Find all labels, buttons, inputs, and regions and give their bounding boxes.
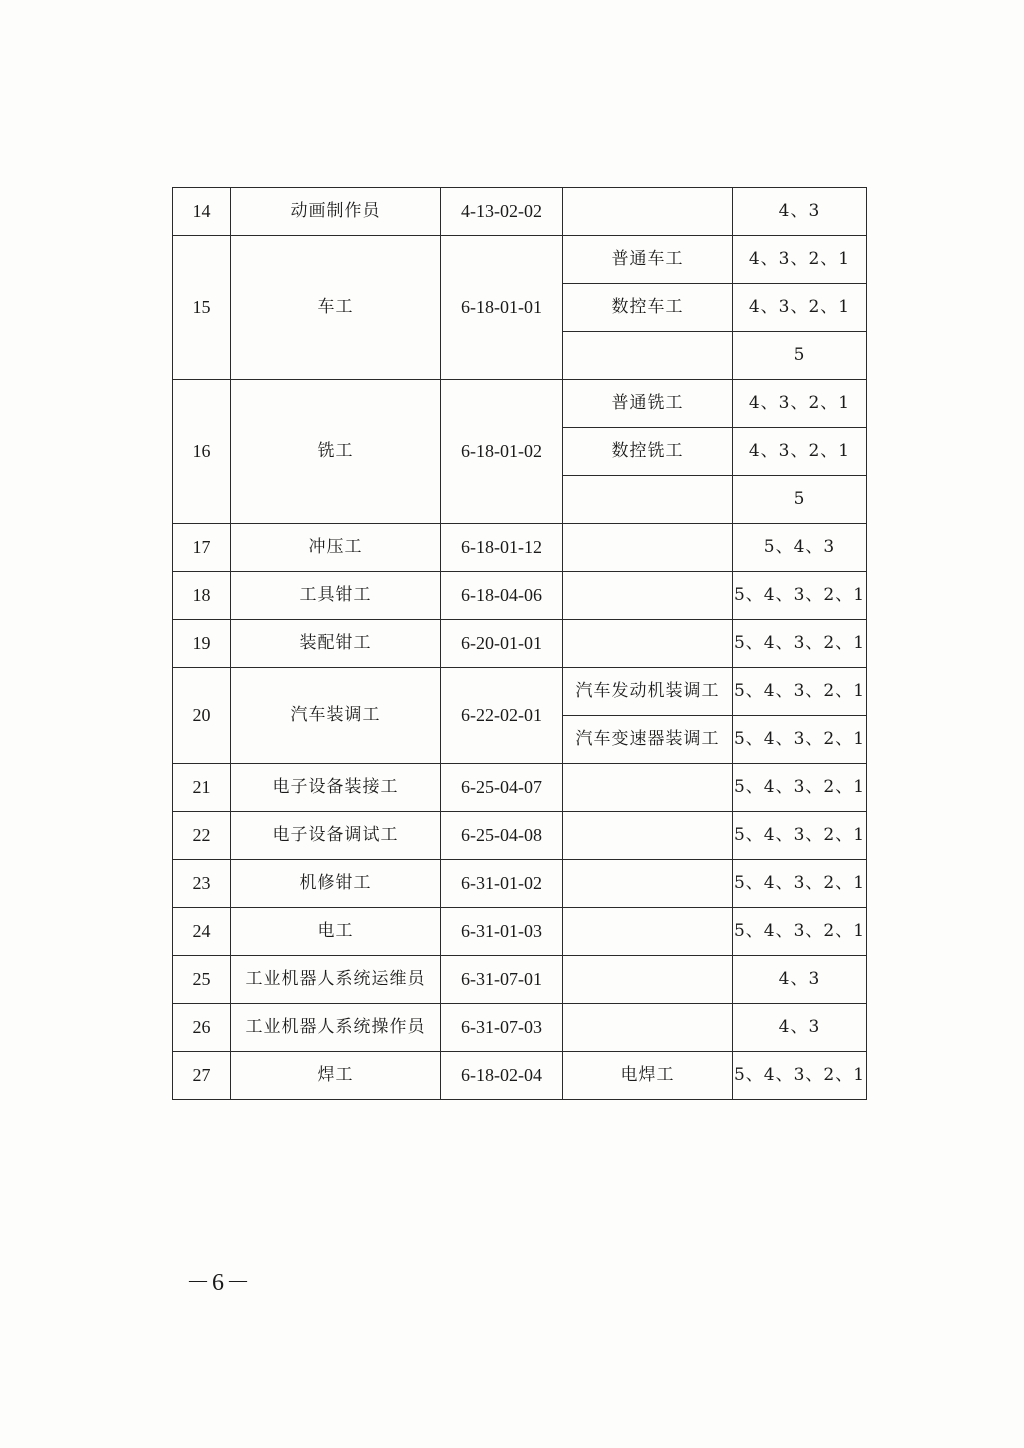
cell-code: 6-25-04-07 bbox=[441, 764, 563, 812]
table-row bbox=[173, 236, 867, 284]
cell-no: 17 bbox=[173, 524, 231, 572]
cell-spec: 普通车工 bbox=[563, 236, 733, 284]
cell-name: 电子设备装接工 bbox=[231, 764, 441, 812]
cell-spec bbox=[563, 332, 733, 380]
cell-code: 6-31-07-01 bbox=[441, 956, 563, 1004]
cell-level: 4、3 bbox=[733, 956, 867, 1004]
cell-spec bbox=[563, 188, 733, 236]
table-row bbox=[173, 188, 867, 236]
cell-name: 焊工 bbox=[231, 1052, 441, 1100]
cell-no: 18 bbox=[173, 572, 231, 620]
occupation-table-container bbox=[172, 187, 866, 1100]
cell-code: 6-18-02-04 bbox=[441, 1052, 563, 1100]
table-row bbox=[173, 1052, 867, 1100]
cell-name: 车工 bbox=[231, 236, 441, 380]
cell-no: 20 bbox=[173, 668, 231, 764]
cell-level: 4、3、2、1 bbox=[733, 380, 867, 428]
cell-level: 4、3 bbox=[733, 188, 867, 236]
cell-spec bbox=[563, 908, 733, 956]
cell-level: 5、4、3、2、1 bbox=[733, 860, 867, 908]
cell-level: 4、3 bbox=[733, 1004, 867, 1052]
cell-level: 4、3、2、1 bbox=[733, 236, 867, 284]
cell-spec bbox=[563, 764, 733, 812]
cell-code: 6-18-01-12 bbox=[441, 524, 563, 572]
cell-spec bbox=[563, 860, 733, 908]
cell-name: 机修钳工 bbox=[231, 860, 441, 908]
cell-name: 动画制作员 bbox=[231, 188, 441, 236]
cell-code: 6-31-01-02 bbox=[441, 860, 563, 908]
cell-spec: 汽车变速器装调工 bbox=[563, 716, 733, 764]
cell-spec bbox=[563, 572, 733, 620]
cell-no: 21 bbox=[173, 764, 231, 812]
cell-no: 14 bbox=[173, 188, 231, 236]
cell-level: 5、4、3、2、1 bbox=[733, 812, 867, 860]
cell-spec: 汽车发动机装调工 bbox=[563, 668, 733, 716]
table-row bbox=[173, 572, 867, 620]
cell-name: 铣工 bbox=[231, 380, 441, 524]
cell-level: 4、3、2、1 bbox=[733, 428, 867, 476]
cell-level: 5、4、3、2、1 bbox=[733, 908, 867, 956]
table-row bbox=[173, 764, 867, 812]
cell-code: 6-31-07-03 bbox=[441, 1004, 563, 1052]
cell-code: 4-13-02-02 bbox=[441, 188, 563, 236]
cell-name: 工业机器人系统操作员 bbox=[231, 1004, 441, 1052]
table-row bbox=[173, 1004, 867, 1052]
cell-no: 15 bbox=[173, 236, 231, 380]
cell-code: 6-20-01-01 bbox=[441, 620, 563, 668]
cell-level: 4、3、2、1 bbox=[733, 284, 867, 332]
cell-level: 5、4、3、2、1 bbox=[733, 764, 867, 812]
cell-code: 6-18-01-01 bbox=[441, 236, 563, 380]
cell-level: 5、4、3、2、1 bbox=[733, 1052, 867, 1100]
cell-spec bbox=[563, 476, 733, 524]
cell-spec bbox=[563, 620, 733, 668]
cell-spec bbox=[563, 956, 733, 1004]
cell-level: 5、4、3 bbox=[733, 524, 867, 572]
cell-spec: 数控铣工 bbox=[563, 428, 733, 476]
table-row bbox=[173, 620, 867, 668]
cell-level: 5、4、3、2、1 bbox=[733, 572, 867, 620]
cell-code: 6-18-01-02 bbox=[441, 380, 563, 524]
cell-spec: 普通铣工 bbox=[563, 380, 733, 428]
cell-no: 26 bbox=[173, 1004, 231, 1052]
cell-code: 6-22-02-01 bbox=[441, 668, 563, 764]
cell-spec bbox=[563, 812, 733, 860]
cell-level: 5 bbox=[733, 332, 867, 380]
cell-name: 工业机器人系统运维员 bbox=[231, 956, 441, 1004]
table-row bbox=[173, 668, 867, 716]
table-row bbox=[173, 524, 867, 572]
table-row bbox=[173, 956, 867, 1004]
cell-code: 6-31-01-03 bbox=[441, 908, 563, 956]
cell-spec: 数控车工 bbox=[563, 284, 733, 332]
cell-code: 6-18-04-06 bbox=[441, 572, 563, 620]
cell-no: 24 bbox=[173, 908, 231, 956]
cell-name: 汽车装调工 bbox=[231, 668, 441, 764]
cell-no: 16 bbox=[173, 380, 231, 524]
cell-name: 装配钳工 bbox=[231, 620, 441, 668]
page-number: －6－ bbox=[186, 1270, 252, 1296]
occupation-table bbox=[172, 187, 867, 1100]
table-row bbox=[173, 860, 867, 908]
cell-no: 19 bbox=[173, 620, 231, 668]
cell-level: 5 bbox=[733, 476, 867, 524]
cell-name: 工具钳工 bbox=[231, 572, 441, 620]
table-row bbox=[173, 908, 867, 956]
cell-no: 25 bbox=[173, 956, 231, 1004]
cell-level: 5、4、3、2、1 bbox=[733, 668, 867, 716]
table-row bbox=[173, 812, 867, 860]
cell-name: 电工 bbox=[231, 908, 441, 956]
table-row bbox=[173, 380, 867, 428]
cell-no: 23 bbox=[173, 860, 231, 908]
cell-name: 冲压工 bbox=[231, 524, 441, 572]
cell-level: 5、4、3、2、1 bbox=[733, 716, 867, 764]
cell-spec bbox=[563, 1004, 733, 1052]
cell-name: 电子设备调试工 bbox=[231, 812, 441, 860]
cell-code: 6-25-04-08 bbox=[441, 812, 563, 860]
cell-no: 27 bbox=[173, 1052, 231, 1100]
cell-level: 5、4、3、2、1 bbox=[733, 620, 867, 668]
cell-spec: 电焊工 bbox=[563, 1052, 733, 1100]
cell-no: 22 bbox=[173, 812, 231, 860]
cell-spec bbox=[563, 524, 733, 572]
